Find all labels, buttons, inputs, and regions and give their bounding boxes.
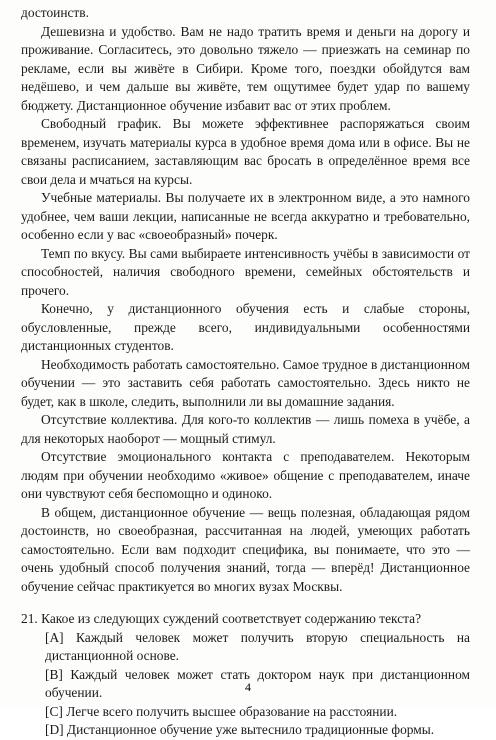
paragraph-conclusion: В общем, дистанционное обучение — вещь полезная, обладающая рядом достоинств, но своеобразная, рассчитанная на людей, умеющих работать самостоятельно. Если вам подходит специфика, вы понимаете, что это — очень удобный способ получения знаний, тогда — вперёд! Дистанционное обучение сейчас практикуется во многих вузах Москвы. bbox=[21, 504, 470, 594]
paragraph-no-contact: Отсутствие эмоционального контакта с преподавателем. Некоторым людям при обучении необходимо «живое» общение с преподавателем, иначе они чувствуют себя беспомощно и одиноко. bbox=[21, 449, 470, 501]
section-gap bbox=[21, 596, 470, 610]
article-text bbox=[21, 4, 470, 596]
question-text: 21. Какое из следующих суждений соответствует содержанию текста? bbox=[21, 611, 422, 626]
page-number: 4 bbox=[245, 680, 251, 694]
paragraph-pace: Темп по вкусу. Вы сами выбираете интенсивность учёбы в зависимости от способностей, наличия свободного времени, семейных обстоятельств и прочего. bbox=[21, 245, 470, 298]
answer-option-a[interactable]: [A] Каждый человек может получить вторую специальность на дистанционной основе. bbox=[45, 629, 470, 663]
paragraph-study-materials: Учебные материалы. Вы получаете их в электронном виде, а это намного удобнее, чем ваши лекции, написанные не всегда аккуратно и требовательно, особенно если у вас «своеобразный» почерк. bbox=[21, 190, 470, 242]
paragraph-self-work: Необходимость работать самостоятельно. Самое трудное в дистанционном обучении — это заставить себя работать самостоятельно. Здесь никто не будет, как в школе, следить, выполнили ли вы домашние задания. bbox=[21, 356, 470, 409]
paragraph-weaknesses: Конечно, у дистанционного обучения есть и слабые стороны, обусловленные, прежде всего, индивидуальными особенностями дистанционных студентов. bbox=[21, 301, 470, 353]
paragraph-no-collective: Отсутствие коллектива. Для кого-то коллектив — лишь помеха в учёбе, а для некоторых наоборот — мощный стимул. bbox=[21, 412, 470, 446]
question-block bbox=[21, 610, 470, 740]
paragraph-fragment: достоинств. bbox=[21, 5, 89, 20]
answer-option-d[interactable]: [D] Дистанционное обучение уже вытеснило традиционные формы. bbox=[45, 722, 435, 737]
answer-option-c[interactable]: [C] Легче всего получить высшее образование на расстоянии. bbox=[45, 703, 398, 719]
paragraph-low-cost: Дешевизна и удобство. Вам не надо тратить время и деньги на дорогу и проживание. Согласитесь, это довольно тяжело — приезжать на семинар по рекламе, если вы живёте в Сибири. Кроме того, поездки обойдутся вам недёшево, и чем дальше вы живёте, тем ощутимее будет удар по вашему бюджету. Дистанционное обучение избавит вас от этих проблем. bbox=[21, 23, 470, 113]
answer-option-b[interactable]: [B] Каждый человек может стать доктором наук при дистанционном обучении. bbox=[45, 666, 470, 700]
paragraph-free-schedule: Свободный график. Вы можете эффективнее распоряжаться своим временем, изучать материалы курса в удобное время дома или в офисе. Вы не связаны расписанием, заставляющим вас бросать в определённое время все свои дела и мчаться на курсы. bbox=[21, 116, 470, 187]
